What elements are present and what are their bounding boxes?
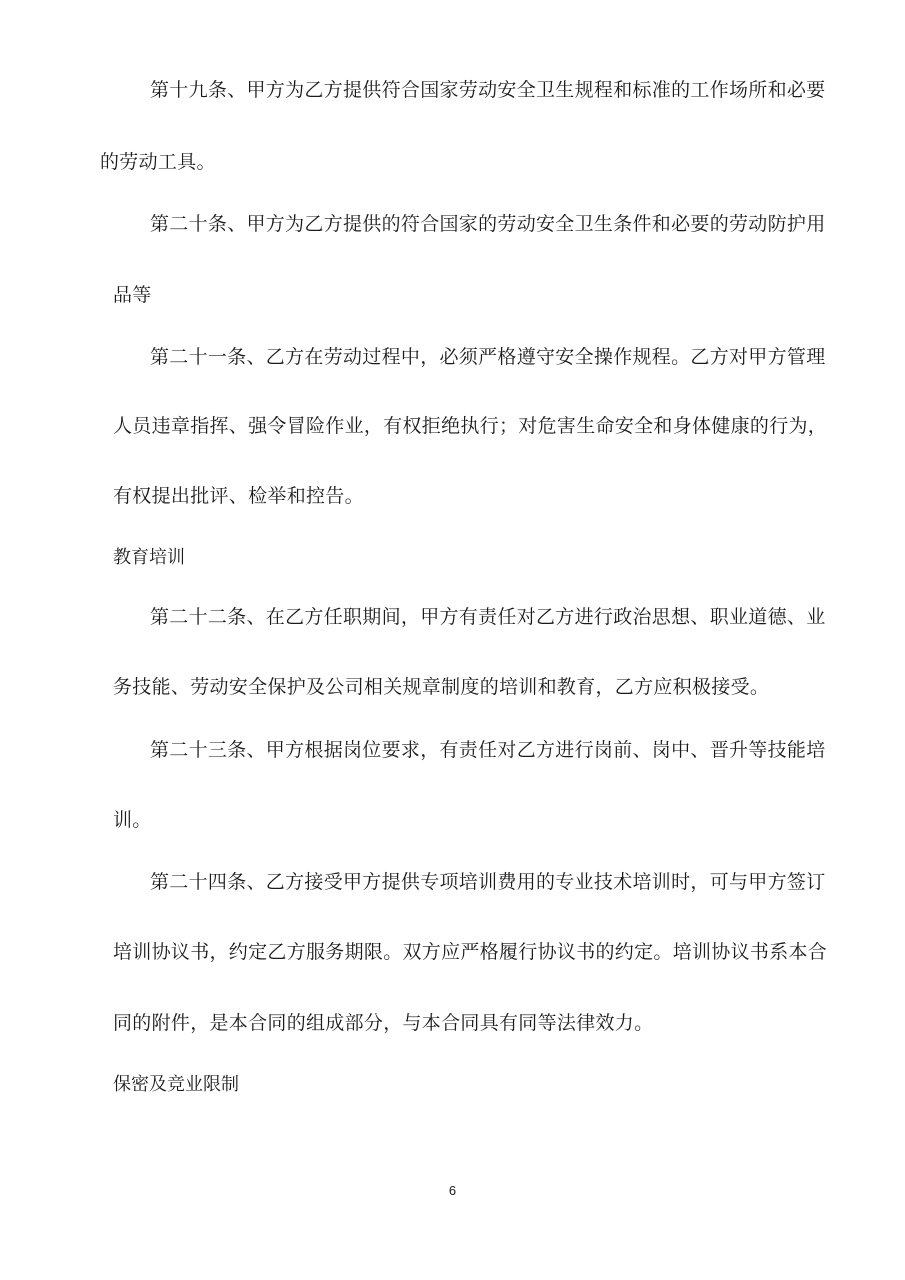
article-20-line-1: 第二十条、甲方为乙方提供的符合国家的劳动安全卫生条件和必要的劳动防护用 <box>150 213 826 235</box>
article-22-line-2: 务技能、劳动安全保护及公司相关规章制度的培训和教育，乙方应积极接受。 <box>113 676 770 698</box>
article-20-line-2: 品等 <box>113 284 152 306</box>
article-23-line-2: 训。 <box>113 809 152 831</box>
section-heading-training: 教育培训 <box>113 547 185 568</box>
page-number: 6 <box>448 1183 457 1198</box>
article-21-line-2: 人员违章指挥、强令冒险作业，有权拒绝执行；对危害生命安全和身体健康的行为， <box>113 415 828 437</box>
section-heading-confidentiality: 保密及竞业限制 <box>113 1074 239 1095</box>
article-19-line-1: 第十九条、甲方为乙方提供符合国家劳动安全卫生规程和标准的工作场所和必要 <box>150 79 826 101</box>
article-19-line-2: 的劳动工具。 <box>100 151 216 173</box>
article-24-line-1: 第二十四条、乙方接受甲方提供专项培训费用的专业技术培训时，可与甲方签订 <box>150 871 826 893</box>
article-23-line-1: 第二十三条、甲方根据岗位要求，有责任对乙方进行岗前、岗中、晋升等技能培 <box>150 739 826 761</box>
article-21-line-3: 有权提出批评、检举和控告。 <box>113 485 364 507</box>
article-24-line-2: 培训协议书，约定乙方服务期限。双方应严格履行协议书的约定。培训协议书系本合 <box>113 941 828 963</box>
article-22-line-1: 第二十二条、在乙方任职期间，甲方有责任对乙方进行政治思想、职业道德、业 <box>150 606 826 628</box>
article-21-line-1: 第二十一条、乙方在劳动过程中，必须严格遵守安全操作规程。乙方对甲方管理 <box>150 346 826 368</box>
article-24-line-3: 同的附件，是本合同的组成部分，与本合同具有同等法律效力。 <box>113 1012 654 1034</box>
